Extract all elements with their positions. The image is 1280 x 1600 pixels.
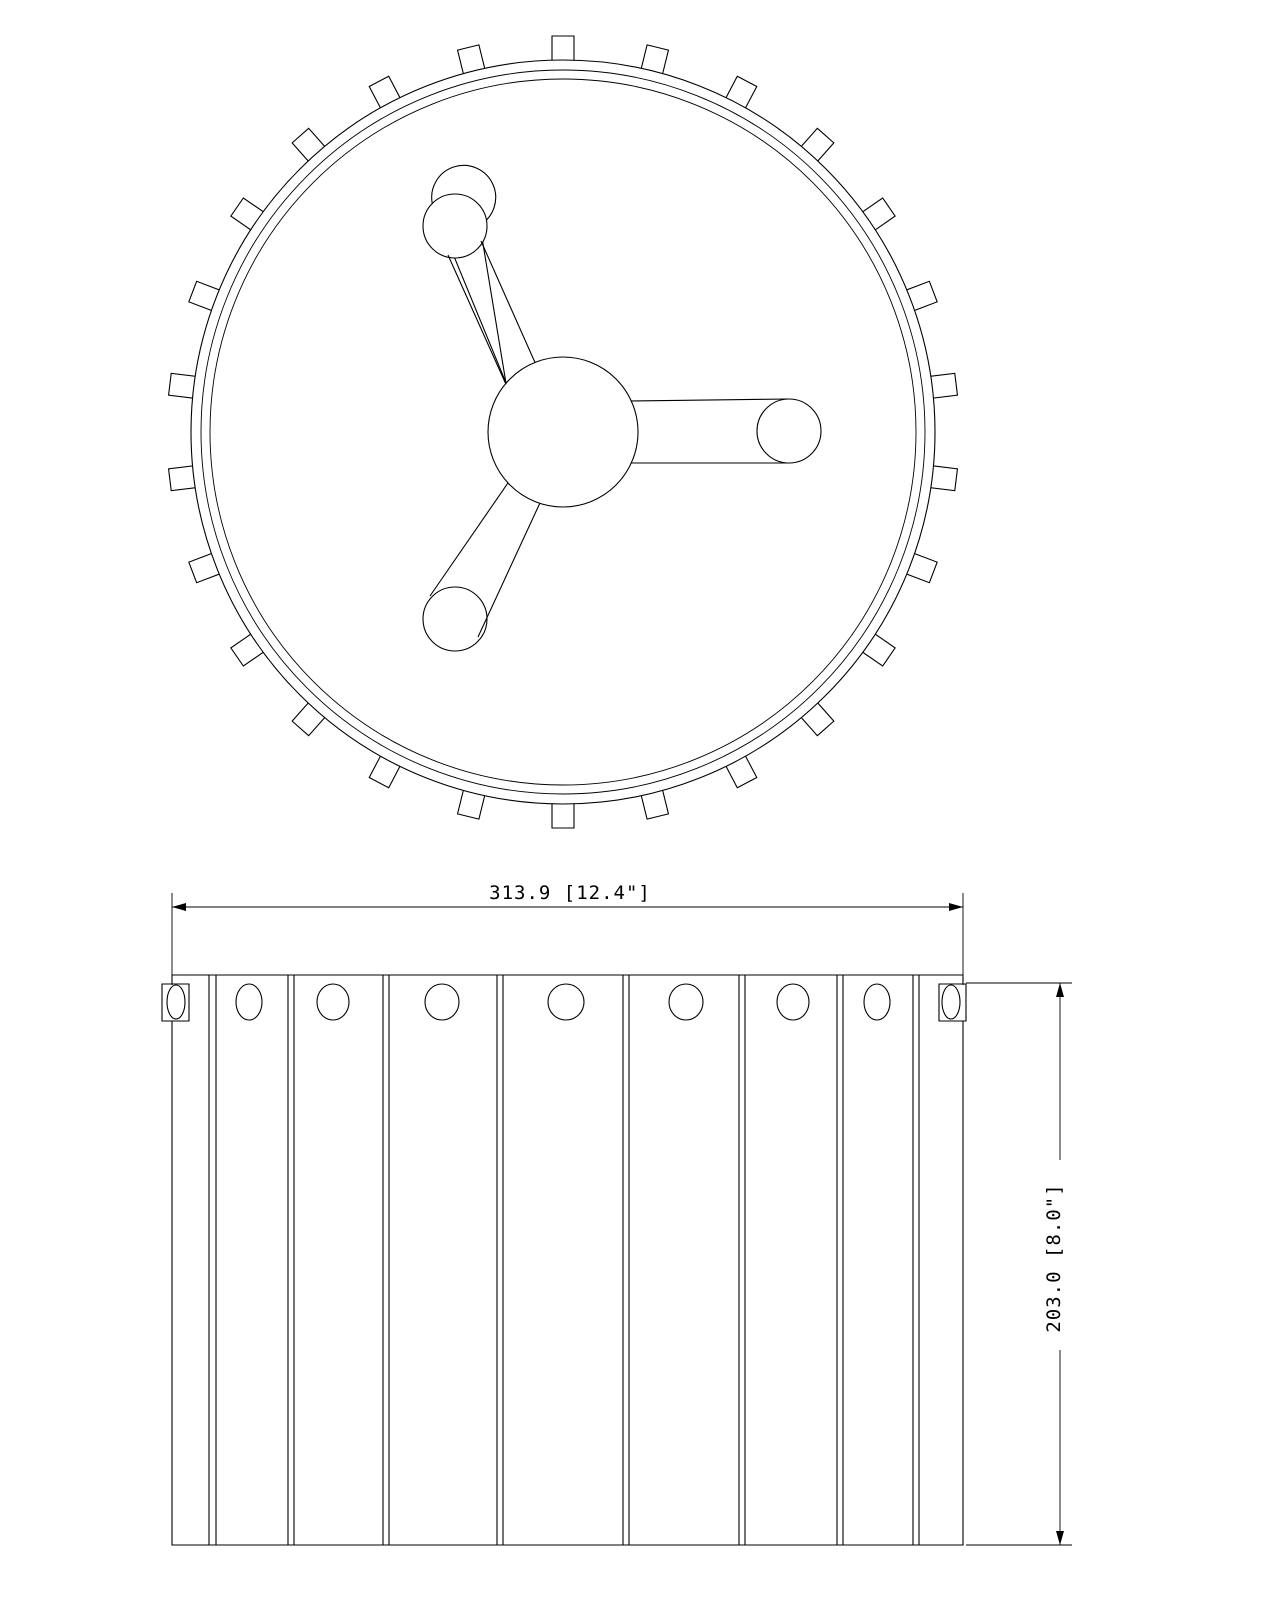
width-dimension-label: 313.9 [12.4"] (489, 882, 651, 904)
hole-2 (236, 984, 262, 1020)
hub-circle (488, 357, 638, 507)
hole-9 (942, 985, 960, 1019)
arrow-left (172, 903, 186, 911)
hole-4 (425, 984, 459, 1020)
hole-5 (548, 984, 584, 1020)
drum-side-body (172, 975, 963, 1545)
front-view (169, 36, 958, 828)
dimension-width (172, 880, 963, 985)
side-view (162, 975, 966, 1545)
hole-8 (864, 984, 890, 1020)
hole-1 (167, 985, 185, 1019)
hole-3 (317, 984, 349, 1020)
spoke-boss-3 (423, 587, 487, 651)
spoke-boss-1 (423, 194, 487, 258)
arrow-right (949, 903, 963, 911)
hole-7 (777, 984, 809, 1020)
arrow-bottom (1056, 1531, 1064, 1545)
spoke-boss-2 (757, 399, 821, 463)
dimension-height (966, 983, 1073, 1545)
hole-6 (669, 984, 703, 1020)
height-dimension-label: 203.0 [8.0"] (1043, 1183, 1065, 1333)
arrow-top (1056, 983, 1064, 997)
